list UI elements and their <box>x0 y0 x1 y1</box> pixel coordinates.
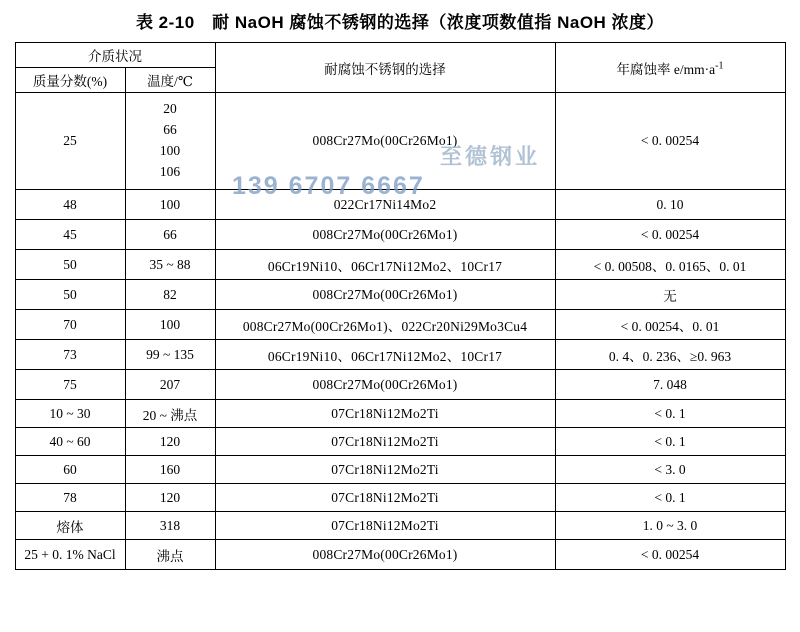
table-row <box>15 484 785 512</box>
header-mass-fraction: 质量分数(%) <box>15 68 125 93</box>
cell-temperature: 207 <box>125 370 215 400</box>
cell-temperature: 99 ~ 135 <box>125 340 215 370</box>
cell-material: 008Cr27Mo(00Cr26Mo1)、022Cr20Ni29Mo3Cu4 <box>215 310 555 340</box>
table-row <box>15 456 785 484</box>
cell-temperature: 66 <box>125 220 215 250</box>
table-row <box>15 310 785 340</box>
header-corrosion-rate-text: 年腐蚀率 e/mm·a <box>616 61 716 77</box>
cell-mass-fraction: 40 ~ 60 <box>15 428 125 456</box>
cell-corrosion-rate: < 0. 1 <box>555 484 785 512</box>
temperature-value: 66 <box>163 122 177 138</box>
cell-corrosion-rate: < 0. 00254 <box>555 220 785 250</box>
cell-temperature: 82 <box>125 280 215 310</box>
corrosion-selection-table <box>15 42 786 570</box>
temperature-value: 106 <box>159 163 181 179</box>
cell-corrosion-rate: < 0. 1 <box>555 428 785 456</box>
table-row <box>15 280 785 310</box>
cell-temperature <box>125 93 215 190</box>
cell-mass-fraction: 48 <box>15 190 125 220</box>
table-row <box>15 512 785 540</box>
header-corrosion-rate <box>555 43 785 93</box>
cell-material: 008Cr27Mo(00Cr26Mo1) <box>215 93 555 190</box>
table-row <box>15 220 785 250</box>
cell-temperature: 沸点 <box>125 540 215 570</box>
cell-temperature: 120 <box>125 428 215 456</box>
watermark-brand: 至德钢业 <box>440 144 541 169</box>
cell-mass-fraction: 60 <box>15 456 125 484</box>
cell-mass-fraction: 75 <box>15 370 125 400</box>
cell-material: 06Cr19Ni10、06Cr17Ni12Mo2、10Cr17 <box>215 250 555 280</box>
cell-material: 06Cr19Ni10、06Cr17Ni12Mo2、10Cr17 <box>215 340 555 370</box>
header-medium-condition: 介质状况 <box>15 43 215 68</box>
cell-corrosion-rate: 0. 4、0. 236、≥0. 963 <box>555 340 785 370</box>
watermark-phone: 139 6707 6667 <box>232 172 425 200</box>
table-row <box>15 370 785 400</box>
cell-mass-fraction: 70 <box>15 310 125 340</box>
cell-mass-fraction: 50 <box>15 250 125 280</box>
cell-temperature: 100 <box>125 310 215 340</box>
cell-corrosion-rate: < 0. 00254、0. 01 <box>555 310 785 340</box>
cell-mass-fraction: 45 <box>15 220 125 250</box>
temperature-value: 100 <box>159 143 181 158</box>
table-row <box>15 340 785 370</box>
cell-temperature: 100 <box>125 190 215 220</box>
cell-temperature: 35 ~ 88 <box>125 250 215 280</box>
cell-mass-fraction: 25 + 0. 1% NaCl <box>15 540 125 570</box>
cell-temperature: 20 ~ 沸点 <box>125 400 215 428</box>
cell-material: 07Cr18Ni12Mo2Ti <box>215 428 555 456</box>
header-corrosion-rate-exponent: -1 <box>715 60 724 71</box>
cell-corrosion-rate: 0. 10 <box>555 190 785 220</box>
cell-corrosion-rate: 无 <box>555 280 785 310</box>
table-row <box>15 428 785 456</box>
cell-mass-fraction: 25 <box>15 93 125 190</box>
table-row <box>15 190 785 220</box>
table-row <box>15 540 785 570</box>
cell-material: 07Cr18Ni12Mo2Ti <box>215 484 555 512</box>
cell-corrosion-rate: 7. 048 <box>555 370 785 400</box>
cell-material: 07Cr18Ni12Mo2Ti <box>215 456 555 484</box>
header-temperature: 温度/℃ <box>125 68 215 93</box>
cell-material: 008Cr27Mo(00Cr26Mo1) <box>215 370 555 400</box>
cell-mass-fraction: 50 <box>15 280 125 310</box>
cell-corrosion-rate: < 0. 00508、0. 0165、0. 01 <box>555 250 785 280</box>
table-row <box>15 400 785 428</box>
header-material-selection: 耐腐蚀不锈钢的选择 <box>215 43 555 93</box>
cell-material: 07Cr18Ni12Mo2Ti <box>215 512 555 540</box>
cell-material: 008Cr27Mo(00Cr26Mo1) <box>215 540 555 570</box>
cell-temperature: 160 <box>125 456 215 484</box>
cell-material: 022Cr17Ni14Mo2 <box>215 190 555 220</box>
cell-corrosion-rate: 1. 0 ~ 3. 0 <box>555 512 785 540</box>
table-row <box>15 93 785 190</box>
cell-material: 008Cr27Mo(00Cr26Mo1) <box>215 280 555 310</box>
cell-corrosion-rate: < 0. 00254 <box>555 540 785 570</box>
table-row <box>15 250 785 280</box>
page-title: 表 2-10 耐 NaOH 腐蚀不锈钢的选择（浓度项数值指 NaOH 浓度） <box>135 13 665 32</box>
cell-mass-fraction: 熔体 <box>15 512 125 540</box>
temperature-value: 20 <box>163 101 177 117</box>
cell-material: 008Cr27Mo(00Cr26Mo1) <box>215 220 555 250</box>
cell-temperature: 120 <box>125 484 215 512</box>
table-group-header-row <box>15 43 785 68</box>
cell-mass-fraction: 78 <box>15 484 125 512</box>
cell-corrosion-rate: < 0. 1 <box>555 400 785 428</box>
cell-material: 07Cr18Ni12Mo2Ti <box>215 400 555 428</box>
cell-mass-fraction: 10 ~ 30 <box>15 400 125 428</box>
cell-temperature: 318 <box>125 512 215 540</box>
cell-corrosion-rate: < 3. 0 <box>555 456 785 484</box>
cell-corrosion-rate: < 0. 00254 <box>555 93 785 190</box>
cell-mass-fraction: 73 <box>15 340 125 370</box>
